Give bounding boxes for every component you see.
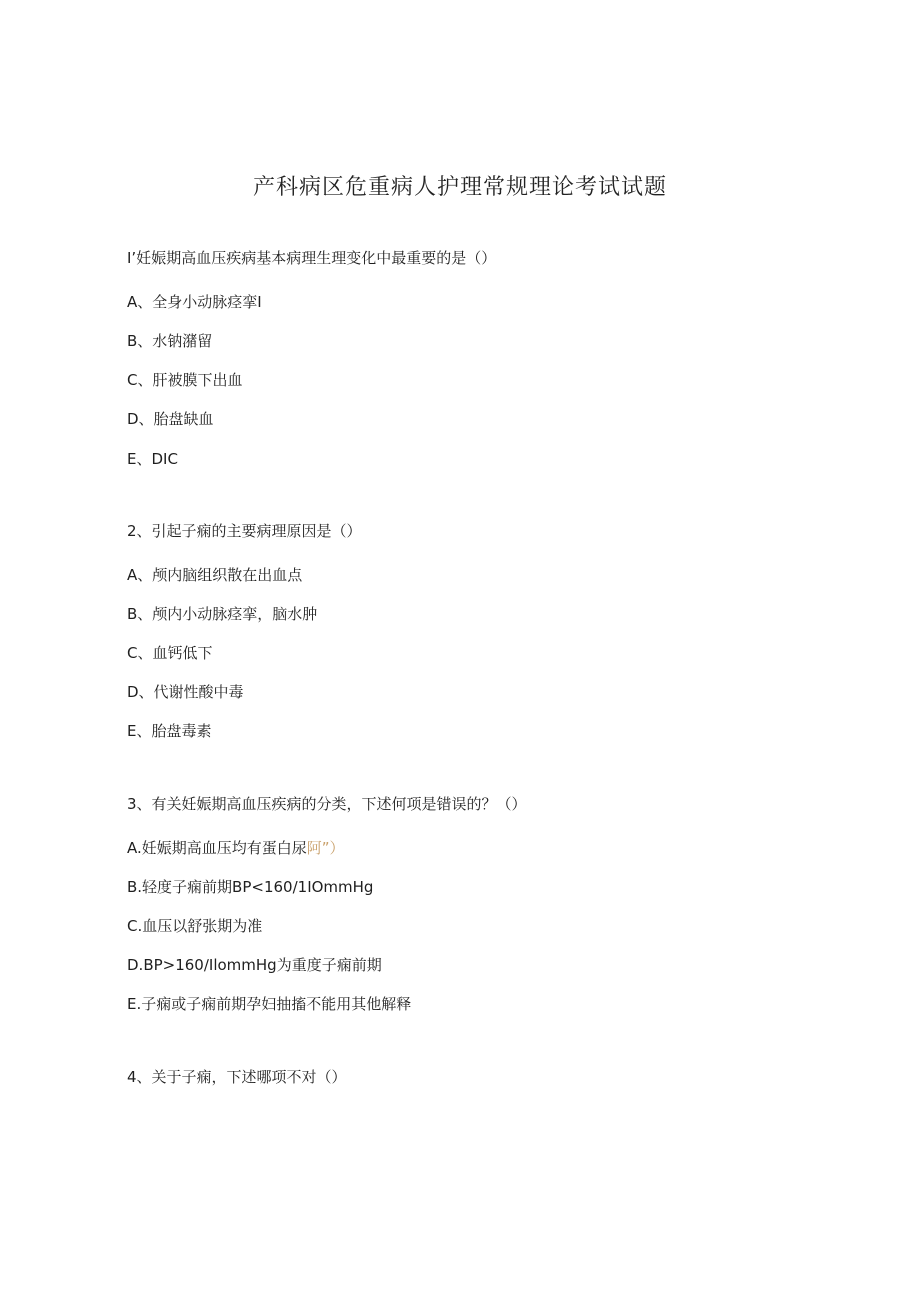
question-3-option-c: C.血压以舒张期为准 — [127, 917, 263, 935]
question-2-option-e: E、胎盘毒素 — [127, 722, 212, 740]
question-2-option-a: A、颅内脑组织散在出血点 — [127, 566, 303, 584]
question-1-option-a: A、全身小动脉痉挛I — [127, 293, 262, 311]
question-1-option-e: E、DIC — [127, 450, 178, 468]
question-2-option-b: B、颅内小动脉痉挛，脑水肿 — [127, 605, 318, 623]
question-4-stem: 4、关于子痫，下述哪项不对（） — [127, 1068, 347, 1086]
question-1-option-c: C、肝被膜下出血 — [127, 371, 243, 389]
question-3-option-e: E.子痫或子痫前期孕妇抽搐不能用其他解释 — [127, 995, 412, 1013]
question-2-stem: 2、引起子痫的主要病理原因是（） — [127, 522, 362, 540]
question-3-stem: 3、有关妊娠期高血压疾病的分类，下述何项是错误的？（） — [127, 795, 527, 813]
question-2-option-c: C、血钙低下 — [127, 644, 213, 662]
page-title: 产科病区危重病人护理常规理论考试试题 — [252, 175, 667, 200]
question-3-option-a — [127, 838, 345, 858]
question-3-option-a-suffix: 阿”） — [306, 839, 345, 857]
question-1-option-b: B、水钠潴留 — [127, 332, 213, 350]
question-3-option-b: B.轻度子痫前期BP<160/1IOmmHg — [127, 878, 374, 896]
question-1-stem: I’妊娠期高血压疾病基本病理生理变化中最重要的是（） — [127, 249, 497, 267]
question-2-option-d: D、代谢性酸中毒 — [127, 683, 244, 701]
question-3-option-d: D.BP>160∕IlommHg为重度子痫前期 — [127, 956, 382, 974]
question-3-option-a-text: A.妊娠期高血压均有蛋白尿 — [127, 839, 307, 857]
question-1-option-d: D、胎盘缺血 — [127, 410, 214, 428]
